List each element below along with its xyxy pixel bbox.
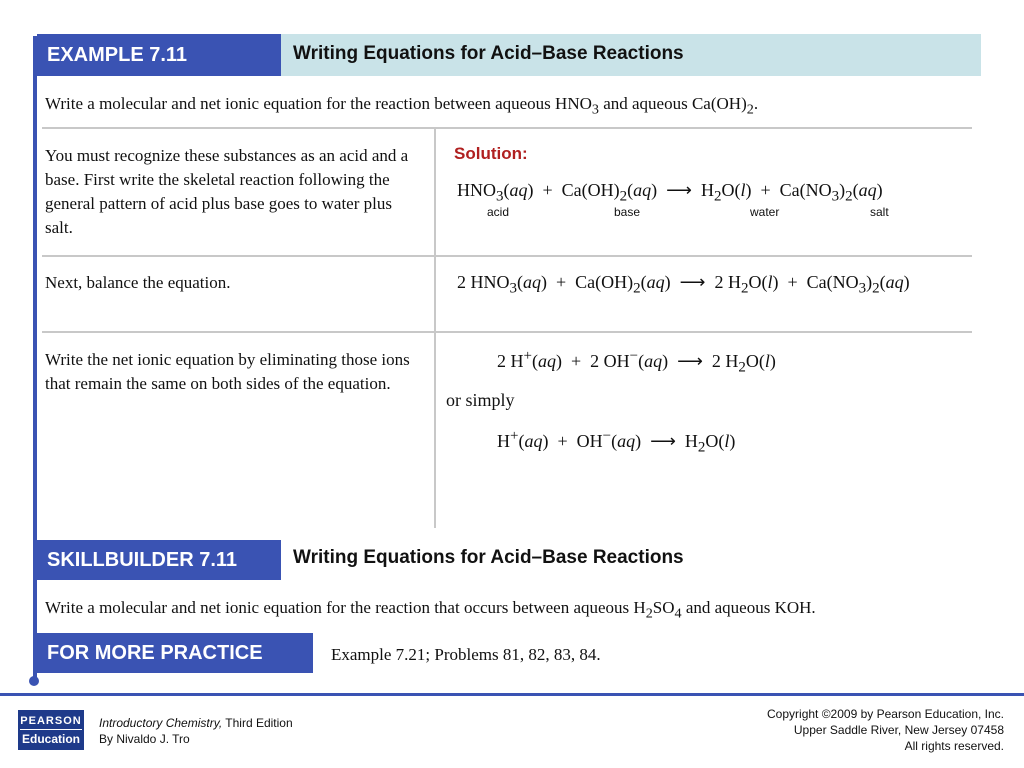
- left-accent-bar: [33, 36, 37, 681]
- column-divider: [434, 128, 436, 528]
- practice-label-box: [37, 633, 313, 673]
- example-prompt: Write a molecular and net ionic equation for the reaction between aqueous $HNO_3$ and aqueous $Ca(OH)_2$.: [45, 94, 759, 118]
- skeletal-equation: $HNO_3(aq) + Ca(OH)_2(aq)$ ⟶ $H_2O(l) + Ca(NO_3)_2(aq)$: [457, 180, 883, 205]
- or-simply-text: or simply: [446, 390, 515, 410]
- pearson-logo: PEARSON Education: [18, 710, 84, 750]
- example-label: EXAMPLE 7.11: [47, 43, 188, 66]
- label-base: base: [614, 205, 641, 219]
- rights-line: All rights reserved.: [904, 739, 1004, 753]
- net-ionic-equation: 2 H+(aq) + 2 OH−(aq) ⟶ 2 $H_2O(l)$: [497, 348, 776, 376]
- step-2-text: Next, balance the equation.: [45, 273, 231, 292]
- divider-line: [42, 255, 972, 257]
- accent-dot: [29, 676, 39, 686]
- book-author: By Nivaldo J. Tro: [99, 732, 190, 746]
- step-3-text: Write the net ionic equation by eliminating those ions that remain the same on both sides of the equation.: [45, 350, 410, 393]
- practice-text: Example 7.21; Problems 81, 82, 83, 84.: [331, 645, 601, 664]
- step-1-text: You must recognize these substances as an acid and a base. First write the skeletal reaction following the general pattern of acid plus base goes to water plus salt.: [45, 146, 409, 237]
- simplified-net-ionic-equation: H+(aq) + OH−(aq) ⟶ $H_2O(l)$: [497, 428, 736, 456]
- book-title: Introductory Chemistry,: [99, 716, 223, 730]
- footer-divider: [0, 693, 1024, 696]
- example-title: Writing Equations for Acid–Base Reactions: [293, 43, 684, 64]
- copyright-line: Copyright ©2009 by Pearson Education, Inc.: [767, 707, 1004, 721]
- skillbuilder-title: Writing Equations for Acid–Base Reactions: [293, 547, 684, 568]
- address-line: Upper Saddle River, New Jersey 07458: [793, 723, 1004, 737]
- practice-label: FOR MORE PRACTICE: [47, 641, 263, 664]
- book-info: [99, 715, 293, 747]
- solution-label: Solution:: [454, 144, 528, 163]
- divider-line: [42, 127, 972, 129]
- label-acid: acid: [487, 205, 510, 219]
- balanced-equation: 2 $HNO_3(aq) + Ca(OH)_2(aq)$ ⟶ 2 $H_2O(l) + Ca(NO_3)_2(aq)$: [457, 272, 910, 297]
- label-salt: salt: [870, 205, 889, 219]
- skillbuilder-label-box: [37, 540, 281, 580]
- example-label-box: [37, 34, 281, 76]
- book-edition: Third Edition: [222, 716, 293, 730]
- copyright-block: [767, 706, 1004, 754]
- label-water: water: [750, 205, 780, 219]
- skillbuilder-prompt: Write a molecular and net ionic equation for the reaction that occurs between aqueous $H_2SO_4$ and aqueous KOH.: [45, 598, 816, 622]
- skillbuilder-label: SKILLBUILDER 7.11: [47, 548, 238, 571]
- divider-line: [42, 331, 972, 333]
